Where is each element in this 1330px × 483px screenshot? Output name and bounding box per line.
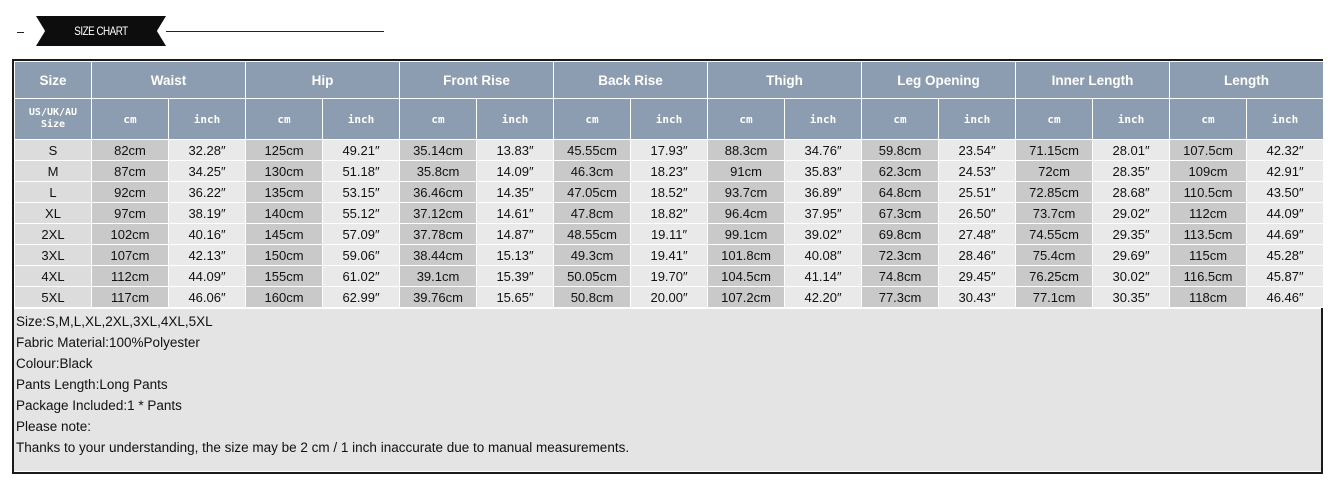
cm-value-cell: 117cm bbox=[92, 287, 169, 308]
inch-value-cell: 44.09″ bbox=[169, 266, 246, 287]
unit-inch-header: inch bbox=[785, 99, 862, 140]
cm-value-cell: 76.25cm bbox=[1016, 266, 1093, 287]
size-label-cell: 2XL bbox=[15, 224, 92, 245]
group-header: Back Rise bbox=[554, 62, 708, 99]
cm-value-cell: 92cm bbox=[92, 182, 169, 203]
inch-value-cell: 57.09″ bbox=[323, 224, 400, 245]
inch-value-cell: 15.65″ bbox=[477, 287, 554, 308]
inch-value-cell: 46.06″ bbox=[169, 287, 246, 308]
cm-value-cell: 47.05cm bbox=[554, 182, 631, 203]
inch-value-cell: 42.13″ bbox=[169, 245, 246, 266]
cm-value-cell: 71.15cm bbox=[1016, 140, 1093, 161]
unit-cm-header: cm bbox=[708, 99, 785, 140]
unit-inch-header: inch bbox=[1247, 99, 1324, 140]
cm-value-cell: 140cm bbox=[246, 203, 323, 224]
banner-title: SIZE CHART bbox=[74, 24, 128, 38]
inch-value-cell: 38.19″ bbox=[169, 203, 246, 224]
inch-value-cell: 20.00″ bbox=[631, 287, 708, 308]
cm-value-cell: 39.1cm bbox=[400, 266, 477, 287]
note-line: Package Included:1 * Pants bbox=[16, 398, 182, 413]
size-label-cell: L bbox=[15, 182, 92, 203]
inch-value-cell: 62.99″ bbox=[323, 287, 400, 308]
inch-value-cell: 15.13″ bbox=[477, 245, 554, 266]
cm-value-cell: 62.3cm bbox=[862, 161, 939, 182]
cm-value-cell: 150cm bbox=[246, 245, 323, 266]
unit-cm-header: cm bbox=[246, 99, 323, 140]
inch-value-cell: 29.35″ bbox=[1093, 224, 1170, 245]
group-header: Leg Opening bbox=[862, 62, 1016, 99]
table-row bbox=[15, 203, 1324, 224]
inch-value-cell: 29.69″ bbox=[1093, 245, 1170, 266]
banner-dash bbox=[17, 32, 24, 33]
inch-value-cell: 29.02″ bbox=[1093, 203, 1170, 224]
size-rows bbox=[15, 140, 1324, 308]
table-row bbox=[15, 245, 1324, 266]
cm-value-cell: 87cm bbox=[92, 161, 169, 182]
cm-value-cell: 37.12cm bbox=[400, 203, 477, 224]
cm-value-cell: 48.55cm bbox=[554, 224, 631, 245]
unit-inch-header: inch bbox=[323, 99, 400, 140]
cm-value-cell: 107cm bbox=[92, 245, 169, 266]
inch-value-cell: 23.54″ bbox=[939, 140, 1016, 161]
cm-value-cell: 125cm bbox=[246, 140, 323, 161]
inch-value-cell: 39.02″ bbox=[785, 224, 862, 245]
unit-cm-header: cm bbox=[862, 99, 939, 140]
inch-value-cell: 19.11″ bbox=[631, 224, 708, 245]
inch-value-cell: 41.14″ bbox=[785, 266, 862, 287]
size-column-header: Size bbox=[15, 62, 92, 99]
cm-value-cell: 50.05cm bbox=[554, 266, 631, 287]
inch-value-cell: 44.09″ bbox=[1247, 203, 1324, 224]
note-line: Thanks to your understanding, the size may be 2 cm / 1 inch inaccurate due to manual measurements. bbox=[16, 440, 630, 455]
cm-value-cell: 77.3cm bbox=[862, 287, 939, 308]
cm-value-cell: 112cm bbox=[1170, 203, 1247, 224]
cm-value-cell: 101.8cm bbox=[708, 245, 785, 266]
cm-value-cell: 112cm bbox=[92, 266, 169, 287]
inch-value-cell: 34.76″ bbox=[785, 140, 862, 161]
inch-value-cell: 17.93″ bbox=[631, 140, 708, 161]
inch-value-cell: 34.25″ bbox=[169, 161, 246, 182]
unit-cm-header: cm bbox=[554, 99, 631, 140]
inch-value-cell: 14.87″ bbox=[477, 224, 554, 245]
inch-value-cell: 19.41″ bbox=[631, 245, 708, 266]
inch-value-cell: 45.87″ bbox=[1247, 266, 1324, 287]
cm-value-cell: 145cm bbox=[246, 224, 323, 245]
note-line: Fabric Material:100%Polyester bbox=[16, 335, 200, 350]
inch-value-cell: 36.22″ bbox=[169, 182, 246, 203]
cm-value-cell: 39.76cm bbox=[400, 287, 477, 308]
cm-value-cell: 93.7cm bbox=[708, 182, 785, 203]
inch-value-cell: 13.83″ bbox=[477, 140, 554, 161]
inch-value-cell: 18.52″ bbox=[631, 182, 708, 203]
size-chart-banner bbox=[14, 14, 394, 50]
inch-value-cell: 45.28″ bbox=[1247, 245, 1324, 266]
size-sub-header: US/UK/AU Size bbox=[15, 99, 92, 140]
cm-value-cell: 47.8cm bbox=[554, 203, 631, 224]
inch-value-cell: 14.09″ bbox=[477, 161, 554, 182]
unit-cm-header: cm bbox=[92, 99, 169, 140]
cm-value-cell: 73.7cm bbox=[1016, 203, 1093, 224]
table-row bbox=[15, 287, 1324, 308]
cm-value-cell: 46.3cm bbox=[554, 161, 631, 182]
cm-value-cell: 96.4cm bbox=[708, 203, 785, 224]
cm-value-cell: 50.8cm bbox=[554, 287, 631, 308]
size-label-cell: M bbox=[15, 161, 92, 182]
inch-value-cell: 49.21″ bbox=[323, 140, 400, 161]
inch-value-cell: 44.69″ bbox=[1247, 224, 1324, 245]
cm-value-cell: 37.78cm bbox=[400, 224, 477, 245]
unit-cm-header: cm bbox=[400, 99, 477, 140]
cm-value-cell: 72.85cm bbox=[1016, 182, 1093, 203]
inch-value-cell: 51.18″ bbox=[323, 161, 400, 182]
product-notes bbox=[14, 308, 1321, 471]
inch-value-cell: 28.01″ bbox=[1093, 140, 1170, 161]
group-header: Hip bbox=[246, 62, 400, 99]
cm-value-cell: 75.4cm bbox=[1016, 245, 1093, 266]
cm-value-cell: 116.5cm bbox=[1170, 266, 1247, 287]
inch-value-cell: 18.23″ bbox=[631, 161, 708, 182]
unit-inch-header: inch bbox=[1093, 99, 1170, 140]
cm-value-cell: 72cm bbox=[1016, 161, 1093, 182]
inch-value-cell: 35.83″ bbox=[785, 161, 862, 182]
cm-value-cell: 69.8cm bbox=[862, 224, 939, 245]
table-row bbox=[15, 140, 1324, 161]
inch-value-cell: 15.39″ bbox=[477, 266, 554, 287]
inch-value-cell: 30.43″ bbox=[939, 287, 1016, 308]
size-label-cell: XL bbox=[15, 203, 92, 224]
inch-value-cell: 59.06″ bbox=[323, 245, 400, 266]
group-header: Thigh bbox=[708, 62, 862, 99]
unit-cm-header: cm bbox=[1170, 99, 1247, 140]
cm-value-cell: 113.5cm bbox=[1170, 224, 1247, 245]
inch-value-cell: 26.50″ bbox=[939, 203, 1016, 224]
cm-value-cell: 72.3cm bbox=[862, 245, 939, 266]
inch-value-cell: 55.12″ bbox=[323, 203, 400, 224]
inch-value-cell: 28.68″ bbox=[1093, 182, 1170, 203]
cm-value-cell: 59.8cm bbox=[862, 140, 939, 161]
note-line: Colour:Black bbox=[16, 356, 93, 371]
cm-value-cell: 109cm bbox=[1170, 161, 1247, 182]
table-row bbox=[15, 182, 1324, 203]
cm-value-cell: 38.44cm bbox=[400, 245, 477, 266]
inch-value-cell: 42.32″ bbox=[1247, 140, 1324, 161]
size-label-cell: 5XL bbox=[15, 287, 92, 308]
size-table bbox=[14, 61, 1324, 308]
cm-value-cell: 118cm bbox=[1170, 287, 1247, 308]
inch-value-cell: 18.82″ bbox=[631, 203, 708, 224]
inch-value-cell: 28.35″ bbox=[1093, 161, 1170, 182]
cm-value-cell: 36.46cm bbox=[400, 182, 477, 203]
inch-value-cell: 53.15″ bbox=[323, 182, 400, 203]
cm-value-cell: 45.55cm bbox=[554, 140, 631, 161]
cm-value-cell: 74.55cm bbox=[1016, 224, 1093, 245]
cm-value-cell: 135cm bbox=[246, 182, 323, 203]
cm-value-cell: 88.3cm bbox=[708, 140, 785, 161]
unit-cm-header: cm bbox=[1016, 99, 1093, 140]
inch-value-cell: 28.46″ bbox=[939, 245, 1016, 266]
cm-value-cell: 107.5cm bbox=[1170, 140, 1247, 161]
unit-header-row bbox=[15, 99, 1324, 140]
inch-value-cell: 25.51″ bbox=[939, 182, 1016, 203]
inch-value-cell: 36.89″ bbox=[785, 182, 862, 203]
note-line: Size:S,M,L,XL,2XL,3XL,4XL,5XL bbox=[16, 314, 213, 329]
unit-inch-header: inch bbox=[169, 99, 246, 140]
cm-value-cell: 160cm bbox=[246, 287, 323, 308]
cm-value-cell: 107.2cm bbox=[708, 287, 785, 308]
inch-value-cell: 43.50″ bbox=[1247, 182, 1324, 203]
group-header: Length bbox=[1170, 62, 1324, 99]
inch-value-cell: 32.28″ bbox=[169, 140, 246, 161]
unit-inch-header: inch bbox=[631, 99, 708, 140]
cm-value-cell: 77.1cm bbox=[1016, 287, 1093, 308]
cm-value-cell: 110.5cm bbox=[1170, 182, 1247, 203]
inch-value-cell: 27.48″ bbox=[939, 224, 1016, 245]
cm-value-cell: 115cm bbox=[1170, 245, 1247, 266]
cm-value-cell: 91cm bbox=[708, 161, 785, 182]
size-chart bbox=[12, 59, 1323, 474]
inch-value-cell: 30.35″ bbox=[1093, 287, 1170, 308]
note-line: Please note: bbox=[16, 419, 92, 434]
cm-value-cell: 64.8cm bbox=[862, 182, 939, 203]
inch-value-cell: 14.61″ bbox=[477, 203, 554, 224]
inch-value-cell: 46.46″ bbox=[1247, 287, 1324, 308]
size-label-cell: 4XL bbox=[15, 266, 92, 287]
inch-value-cell: 19.70″ bbox=[631, 266, 708, 287]
inch-value-cell: 40.16″ bbox=[169, 224, 246, 245]
inch-value-cell: 29.45″ bbox=[939, 266, 1016, 287]
cm-value-cell: 99.1cm bbox=[708, 224, 785, 245]
banner-rule bbox=[166, 31, 384, 32]
size-label-cell: S bbox=[15, 140, 92, 161]
table-row bbox=[15, 161, 1324, 182]
group-header: Waist bbox=[92, 62, 246, 99]
cm-value-cell: 155cm bbox=[246, 266, 323, 287]
cm-value-cell: 104.5cm bbox=[708, 266, 785, 287]
inch-value-cell: 40.08″ bbox=[785, 245, 862, 266]
group-header-row bbox=[15, 62, 1324, 99]
inch-value-cell: 30.02″ bbox=[1093, 266, 1170, 287]
table-row bbox=[15, 266, 1324, 287]
inch-value-cell: 24.53″ bbox=[939, 161, 1016, 182]
cm-value-cell: 35.14cm bbox=[400, 140, 477, 161]
cm-value-cell: 130cm bbox=[246, 161, 323, 182]
inch-value-cell: 37.95″ bbox=[785, 203, 862, 224]
size-label-cell: 3XL bbox=[15, 245, 92, 266]
cm-value-cell: 67.3cm bbox=[862, 203, 939, 224]
cm-value-cell: 82cm bbox=[92, 140, 169, 161]
inch-value-cell: 42.91″ bbox=[1247, 161, 1324, 182]
cm-value-cell: 102cm bbox=[92, 224, 169, 245]
unit-inch-header: inch bbox=[939, 99, 1016, 140]
unit-inch-header: inch bbox=[477, 99, 554, 140]
note-line: Pants Length:Long Pants bbox=[16, 377, 168, 392]
inch-value-cell: 14.35″ bbox=[477, 182, 554, 203]
group-header: Inner Length bbox=[1016, 62, 1170, 99]
inch-value-cell: 42.20″ bbox=[785, 287, 862, 308]
table-row bbox=[15, 224, 1324, 245]
cm-value-cell: 49.3cm bbox=[554, 245, 631, 266]
cm-value-cell: 97cm bbox=[92, 203, 169, 224]
cm-value-cell: 74.8cm bbox=[862, 266, 939, 287]
inch-value-cell: 61.02″ bbox=[323, 266, 400, 287]
cm-value-cell: 35.8cm bbox=[400, 161, 477, 182]
group-header: Front Rise bbox=[400, 62, 554, 99]
